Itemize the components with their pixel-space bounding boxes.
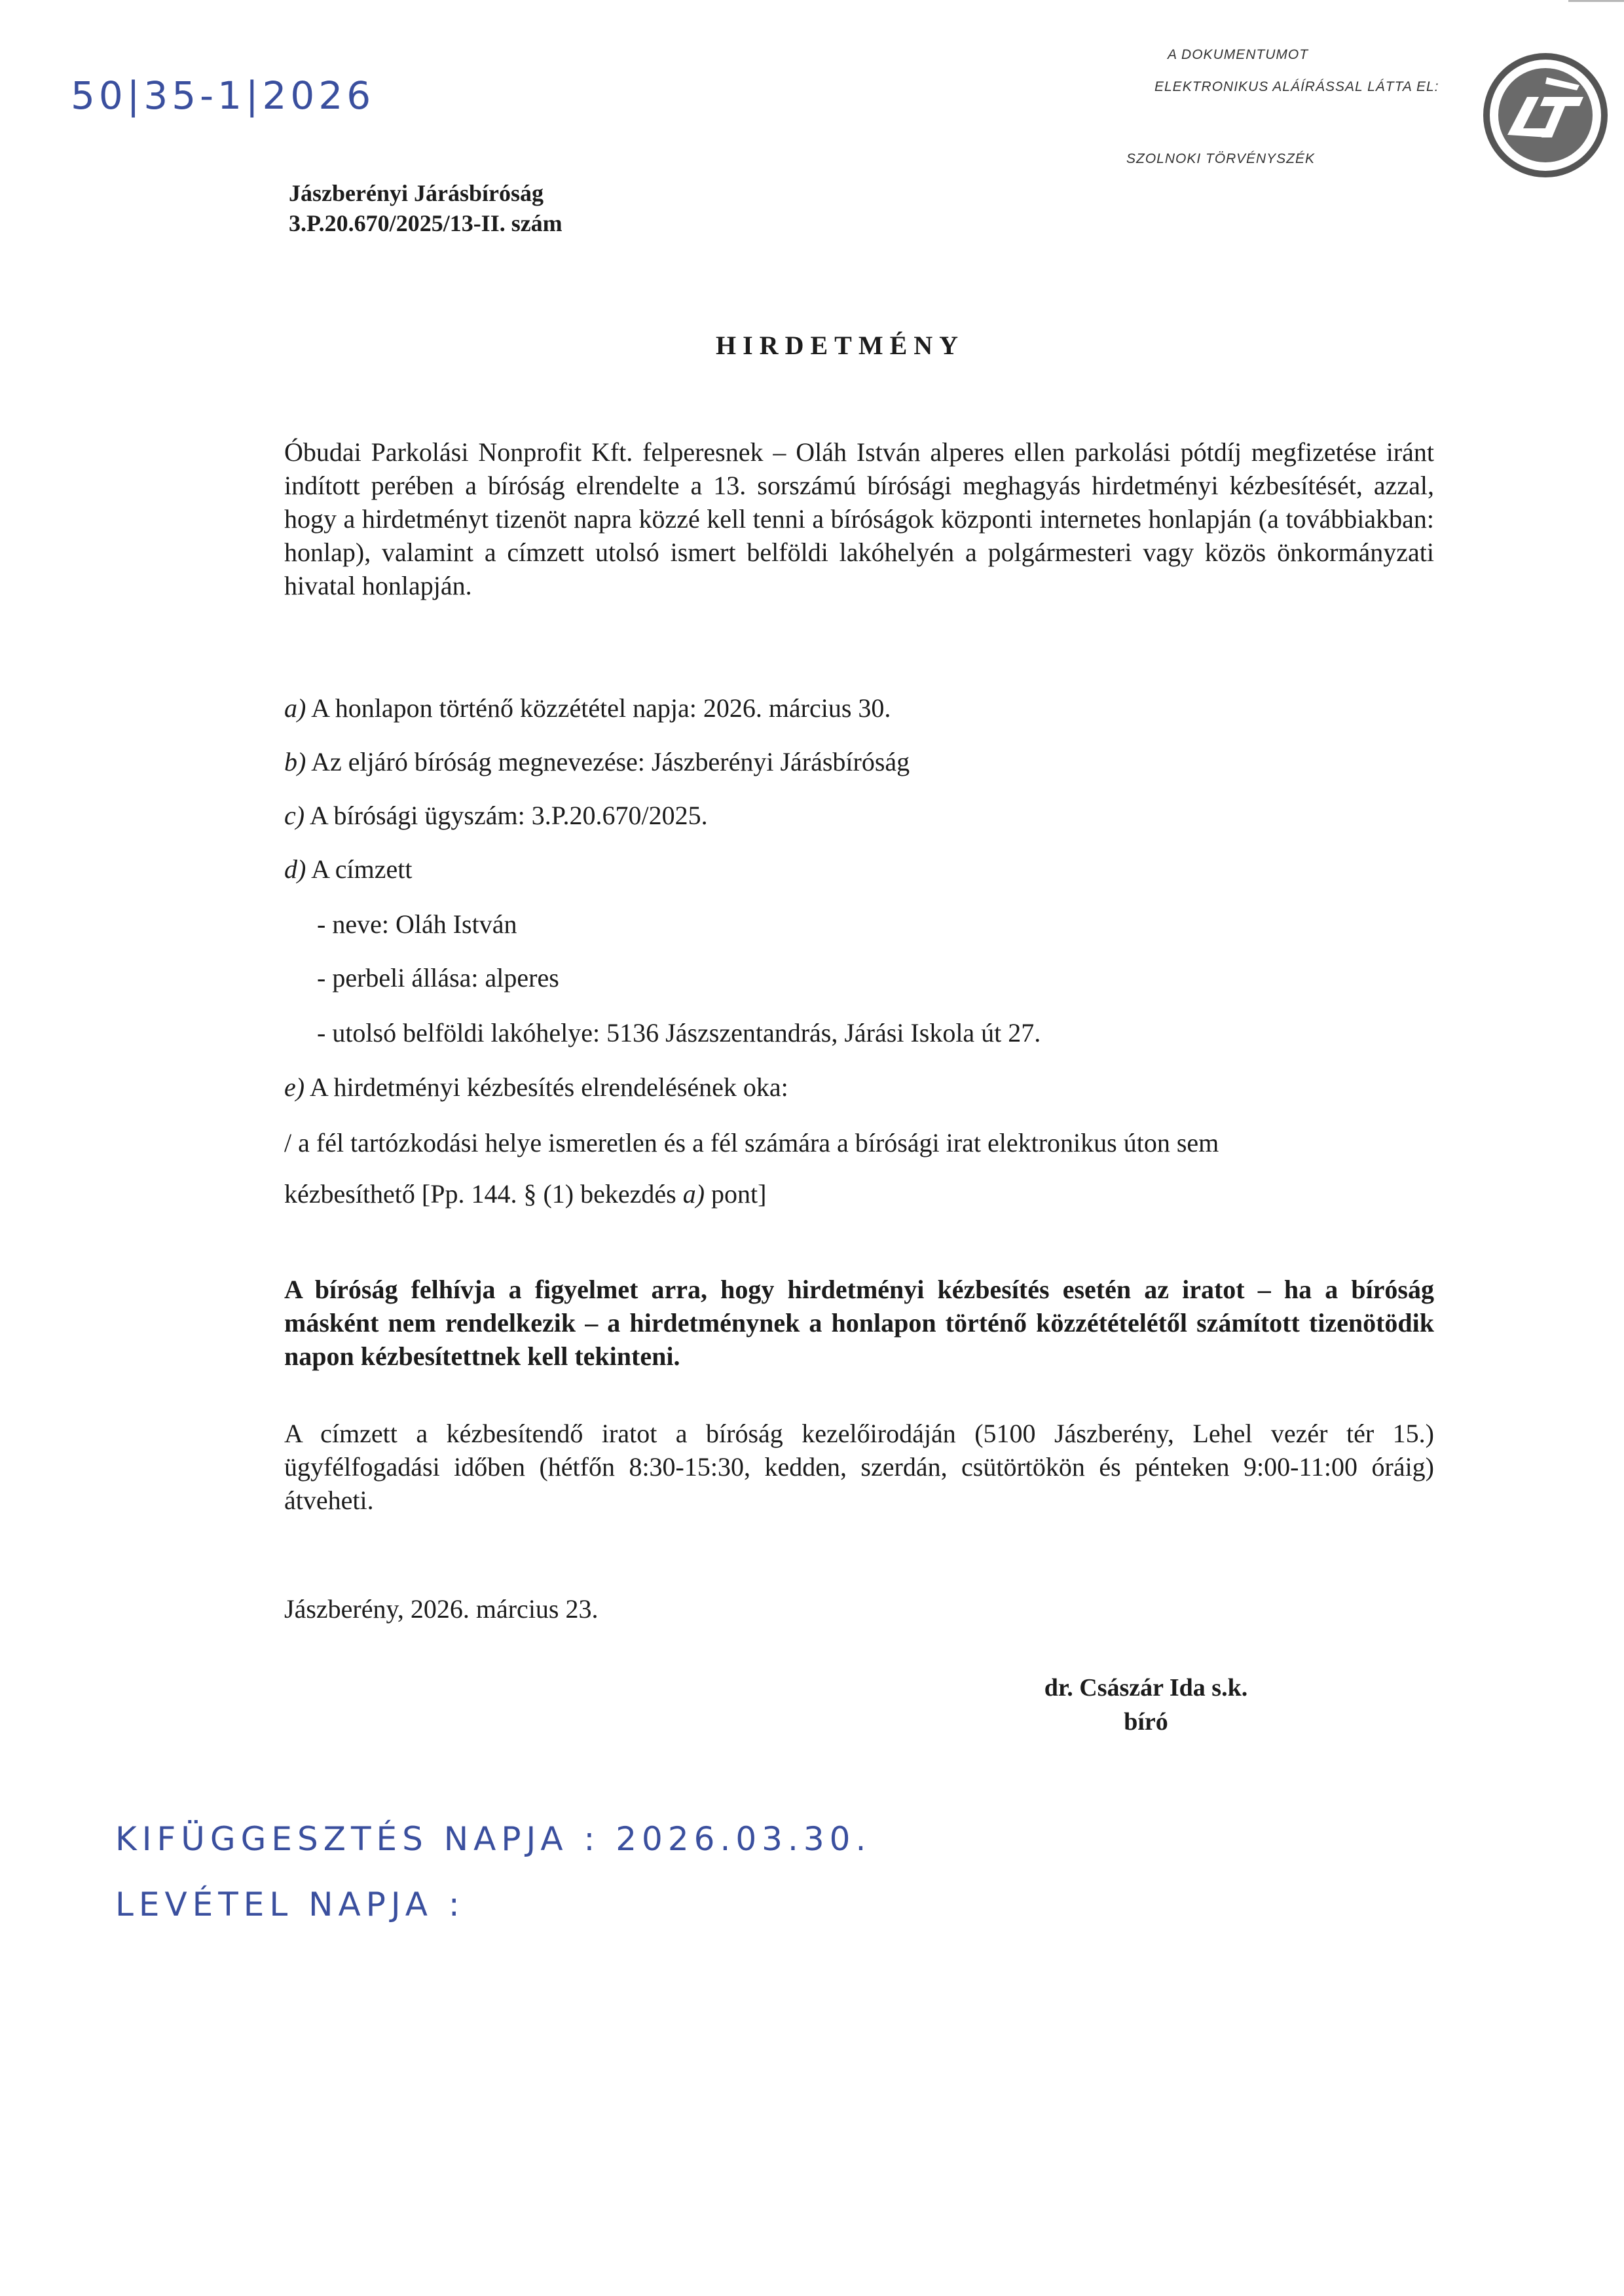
handwritten-reference: 50|35-1|2026 xyxy=(71,73,375,118)
item-c-marker: c) xyxy=(284,801,305,830)
item-c-text: A bírósági ügyszám: 3.P.20.670/2025. xyxy=(304,801,708,830)
item-b xyxy=(284,746,910,777)
handwritten-publication-date: KIFÜGGESZTÉS NAPJA : 2026.03.30. xyxy=(115,1820,872,1858)
handwritten-removal-date: LEVÉTEL NAPJA : xyxy=(115,1886,465,1923)
pickup-paragraph: A címzett a kézbesítendő iratot a bíróság kezelőirodáján (5100 Jászberény, Lehel vezér tér 15.) ügyfélfogadási időben (hétfőn 8:30-15:30, kedden, szerdán, csütörtökön és pénteken 9:00-11:00 óráig) átveheti. xyxy=(284,1419,1434,1515)
court-emblem-logo xyxy=(1481,51,1610,179)
item-b-marker: b) xyxy=(284,747,306,776)
recipient-residence: - utolsó belföldi lakóhelye: 5136 Jászszentandrás, Járási Iskola út 27. xyxy=(317,1018,1041,1048)
stamp-line-1: A DOKUMENTUMOT xyxy=(1168,47,1309,62)
place-date: Jászberény, 2026. március 23. xyxy=(284,1594,599,1624)
signer-role: bíró xyxy=(1124,1708,1168,1736)
stamp-line-3: SZOLNOKI TÖRVÉNYSZÉK xyxy=(1126,151,1316,166)
item-e xyxy=(284,1072,788,1102)
document-title: HIRDETMÉNY xyxy=(716,331,965,360)
signature-block xyxy=(1002,1671,1290,1739)
item-d xyxy=(284,854,413,884)
reason-line-1: / a fél tartózkodási helye ismeretlen és a fél számára a bírósági irat elektronikus úton sem xyxy=(284,1128,1219,1157)
item-a-text: A honlapon történő közzététel napja: 2026. március 30. xyxy=(306,693,891,723)
item-e-text: A hirdetményi kézbesítés elrendelésének oka: xyxy=(304,1072,788,1102)
intro-paragraph: Óbudai Parkolási Nonprofit Kft. felperesnek – Oláh István alperes ellen parkolási pótdíj megfizetése iránt indított perében a bíróság elrendelte a 13. sorszámú bírósági meghagyás hirdetményi kézbesítését, azzal, hogy a hirdetményt tizenöt napra közzé kell tenni a bíróságok központi internetes honlapján (a továbbiakban: honlap), valamint a címzett utolsó ismert belföldi lakóhelyén a polgármesteri vagy közös önkormányzati hivatal honlapján. xyxy=(284,437,1434,600)
recipient-status: - perbeli állása: alperes xyxy=(317,963,559,993)
item-a-marker: a) xyxy=(284,693,306,723)
item-c xyxy=(284,800,708,831)
court-name: Jászberényi Járásbíróság xyxy=(289,180,544,206)
item-b-text: Az eljáró bíróság megnevezése: Jászberényi Járásbíróság xyxy=(306,747,910,776)
item-d-text: A címzett xyxy=(306,854,413,884)
item-a xyxy=(284,693,891,723)
recipient-name: - neve: Oláh István xyxy=(317,909,517,939)
reason-line-2-pre: kézbesíthető [Pp. 144. § (1) bekezdés xyxy=(284,1179,683,1209)
stamp-line-2: ELEKTRONIKUS ALÁÍRÁSSAL LÁTTA EL: xyxy=(1154,79,1439,94)
case-number: 3.P.20.670/2025/13-II. szám xyxy=(289,210,563,236)
scan-edge-mark xyxy=(1568,0,1624,2)
reason-line-2 xyxy=(284,1178,766,1209)
item-d-marker: d) xyxy=(284,854,306,884)
warning-paragraph: A bíróság felhívja a figyelmet arra, hogy hirdetményi kézbesítés esetén az iratot – ha a bíróság másként nem rendelkezik – a hirdetménynek a honlapon történő közzétételétől számított tizenötödik napon kézbesítettnek kell tekinteni. xyxy=(284,1275,1434,1371)
reason-line-2-marker: a) xyxy=(682,1179,705,1209)
signer-name: dr. Császár Ida s.k. xyxy=(1044,1674,1248,1702)
reason-line-2-post: pont] xyxy=(705,1179,767,1209)
item-e-marker: e) xyxy=(284,1072,305,1102)
